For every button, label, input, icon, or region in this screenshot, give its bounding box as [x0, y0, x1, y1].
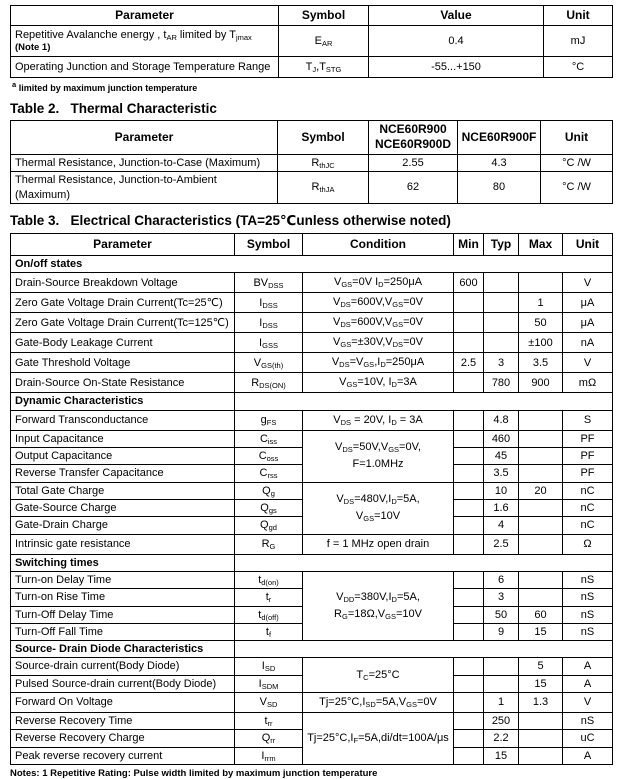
condition-cell: $V_{DS}=50V,V_{GS}=0V$, F=1.0MHz — [303, 430, 454, 482]
typ-cell: 6 — [484, 571, 519, 588]
min-cell — [454, 333, 484, 353]
param-cell: Source-drain current(Body Diode) — [11, 658, 235, 675]
table-row — [11, 534, 613, 554]
header-row — [11, 233, 613, 255]
section-title-cell: Source- Drain Diode Characteristics — [11, 641, 235, 658]
max-cell: 1 — [519, 293, 563, 313]
condition-cell: $Tj=25^\circ C,I_{SD}=5A,V_{GS}=0V$ — [303, 693, 454, 713]
max-cell: 1.3 — [519, 693, 563, 713]
min-cell — [454, 373, 484, 393]
min-cell — [454, 430, 484, 447]
table3-title: Table 3. Electrical Characteristics (TA=25℃unless otherwise noted) — [10, 212, 451, 228]
unit-cell: nC — [563, 499, 613, 516]
unit-cell: A — [563, 675, 613, 692]
param-cell: Turn-on Rise Time — [11, 589, 235, 606]
max-cell — [519, 410, 563, 430]
symbol-cell: $R_{thJA}$ — [278, 172, 369, 204]
header-row — [11, 120, 613, 154]
unit-cell: μA — [563, 313, 613, 333]
abs-max-table-body — [11, 26, 613, 78]
typ-cell: 3 — [484, 589, 519, 606]
condition-cell: $V_{DS}=V_{GS},I_D=250\mu A$ — [303, 353, 454, 373]
table-row — [11, 658, 613, 675]
min-cell — [454, 730, 484, 747]
param-cell: Reverse Transfer Capacitance — [11, 465, 235, 482]
unit-cell: V — [563, 273, 613, 293]
header-cell: NCE60R900 NCE60R900D — [369, 120, 458, 154]
symbol-cell: $I_{rrm}$ — [235, 747, 303, 764]
max-cell: 50 — [519, 313, 563, 333]
param-cell: Drain-Source Breakdown Voltage — [11, 273, 235, 293]
table-row — [11, 410, 613, 430]
param-cell: Turn-Off Fall Time — [11, 623, 235, 640]
unit-cell: uC — [563, 730, 613, 747]
header-cell: Parameter — [11, 120, 278, 154]
max-cell: 60 — [519, 606, 563, 623]
typ-cell: 10 — [484, 482, 519, 499]
min-cell — [454, 747, 484, 764]
unit-cell: PF — [563, 430, 613, 447]
min-cell — [454, 675, 484, 692]
symbol-cell: $g_{FS}$ — [235, 410, 303, 430]
symbol-cell: $I_{SD}$ — [235, 658, 303, 675]
symbol-cell: $Q_{gs}$ — [235, 499, 303, 516]
value-cell: 80 — [458, 172, 541, 204]
section-filler-cell — [235, 641, 613, 658]
table-row — [11, 373, 613, 393]
param-cell: Gate-Body Leakage Current — [11, 333, 235, 353]
typ-cell: 1.6 — [484, 499, 519, 516]
symbol-cell: $E_{AR}$ — [279, 26, 369, 57]
symbol-cell: $t_f$ — [235, 623, 303, 640]
symbol-cell: $V_{GS(th)}$ — [235, 353, 303, 373]
condition-cell: $V_{GS}=\pm 30V,V_{DS}=0V$ — [303, 333, 454, 353]
typ-cell: 3.5 — [484, 465, 519, 482]
symbol-cell: $C_{oss}$ — [235, 448, 303, 465]
symbol-cell: $t_r$ — [235, 589, 303, 606]
typ-cell — [484, 293, 519, 313]
min-cell — [454, 713, 484, 730]
typ-cell: 2.5 — [484, 534, 519, 554]
unit-cell: V — [563, 693, 613, 713]
max-cell — [519, 517, 563, 534]
symbol-cell: $I_{DSS}$ — [235, 293, 303, 313]
param-cell: Gate-Source Charge — [11, 499, 235, 516]
section-row — [11, 641, 613, 658]
param-cell: Zero Gate Voltage Drain Current(Tc=125℃) — [11, 313, 235, 333]
unit-cell: nS — [563, 571, 613, 588]
symbol-cell: $I_{DSS}$ — [235, 313, 303, 333]
section-row — [11, 393, 613, 410]
thermal-characteristic-table — [10, 120, 613, 204]
unit-cell: °C /W — [541, 172, 613, 204]
typ-cell — [484, 675, 519, 692]
typ-cell: 1 — [484, 693, 519, 713]
table2-title: Table 2. Thermal Characteristic — [10, 100, 217, 116]
header-cell: Parameter — [11, 233, 235, 255]
unit-cell: nS — [563, 623, 613, 640]
param-cell: Turn-Off Delay Time — [11, 606, 235, 623]
min-cell: 2.5 — [454, 353, 484, 373]
typ-cell: 250 — [484, 713, 519, 730]
min-cell: 600 — [454, 273, 484, 293]
unit-cell: Ω — [563, 534, 613, 554]
header-cell: Value — [369, 6, 544, 26]
param-cell: Thermal Resistance, Junction-to-Case (Maximum) — [11, 154, 278, 171]
typ-cell: 4 — [484, 517, 519, 534]
condition-cell: $T_C=25^\circ C$ — [303, 658, 454, 693]
symbol-cell: $I_{GSS}$ — [235, 333, 303, 353]
table1-footnote — [12, 80, 612, 94]
symbol-cell: $R_G$ — [235, 534, 303, 554]
section-title-cell: Switching times — [11, 554, 235, 571]
min-cell — [454, 623, 484, 640]
min-cell — [454, 606, 484, 623]
min-cell — [454, 658, 484, 675]
table-row — [11, 713, 613, 730]
symbol-cell: $t_{rr}$ — [235, 713, 303, 730]
typ-cell: 50 — [484, 606, 519, 623]
table-row — [11, 26, 613, 57]
condition-cell: $V_{DS} = 20V$, $I_D = 3A$ — [303, 410, 454, 430]
unit-cell: A — [563, 747, 613, 764]
table-row — [11, 172, 613, 204]
value-cell: 4.3 — [458, 154, 541, 171]
value-cell: -55...+150 — [369, 57, 544, 78]
electrical-table-header — [11, 233, 613, 255]
header-cell: Parameter — [11, 6, 279, 26]
typ-cell: 780 — [484, 373, 519, 393]
param-cell: Reverse Recovery Time — [11, 713, 235, 730]
condition-cell: f = 1 MHz open drain — [303, 534, 454, 554]
max-cell: 900 — [519, 373, 563, 393]
max-cell — [519, 273, 563, 293]
header-cell: Unit — [544, 6, 613, 26]
value-cell: 62 — [369, 172, 458, 204]
unit-cell: nS — [563, 606, 613, 623]
section-row — [11, 255, 613, 272]
table-row — [11, 482, 613, 499]
max-cell: ±100 — [519, 333, 563, 353]
condition-cell: $V_{GS}=0V$ $I_D=250\mu A$ — [303, 273, 454, 293]
max-cell: 5 — [519, 658, 563, 675]
param-cell: Repetitive Avalanche energy , $t_{AR}$ limited by $T_{jmax}$ (Note 1) — [11, 26, 279, 57]
symbol-cell: $V_{SD}$ — [235, 693, 303, 713]
min-cell — [454, 589, 484, 606]
symbol-cell: $BV_{DSS}$ — [235, 273, 303, 293]
bottom-notes: Notes: 1 Repetitive Rating: Pulse width limited by maximum junction temperature — [10, 767, 378, 779]
condition-cell: $Tj=25^\circ C,I_F=5A,di/dt=100A/\mu s$ — [303, 713, 454, 765]
min-cell — [454, 448, 484, 465]
table-row — [11, 57, 613, 78]
table-row — [11, 154, 613, 171]
condition-cell: $V_{DS}=600V,V_{GS}=0V$ — [303, 313, 454, 333]
symbol-cell: $R_{thJC}$ — [278, 154, 369, 171]
header-cell: Typ — [484, 233, 519, 255]
unit-cell: S — [563, 410, 613, 430]
param-cell: Gate-Drain Charge — [11, 517, 235, 534]
unit-cell: °C — [544, 57, 613, 78]
min-cell — [454, 465, 484, 482]
section-filler-cell — [235, 554, 613, 571]
electrical-characteristics-table — [10, 233, 613, 765]
header-cell: Unit — [541, 120, 613, 154]
section-filler-cell — [235, 393, 613, 410]
param-cell: Operating Junction and Storage Temperature Range — [11, 57, 279, 78]
typ-cell — [484, 273, 519, 293]
param-cell: Zero Gate Voltage Drain Current(Tc=25℃) — [11, 293, 235, 313]
param-cell: Pulsed Source-drain current(Body Diode) — [11, 675, 235, 692]
header-cell: Symbol — [235, 233, 303, 255]
unit-cell: mΩ — [563, 373, 613, 393]
value-cell: 0.4 — [369, 26, 544, 57]
table-row — [11, 430, 613, 447]
symbol-cell: $Q_g$ — [235, 482, 303, 499]
table-row — [11, 293, 613, 313]
max-cell: 3.5 — [519, 353, 563, 373]
thermal-table-body — [11, 154, 613, 203]
header-cell: NCE60R900F — [458, 120, 541, 154]
condition-cell: $V_{DD}=380V,I_D=5A$, $R_G=18\Omega,V_{GS}=10V$ — [303, 571, 454, 640]
condition-cell: $V_{DS}=600V,V_{GS}=0V$ — [303, 293, 454, 313]
header-cell: Unit — [563, 233, 613, 255]
min-cell — [454, 293, 484, 313]
param-note: (Note 1) — [15, 42, 51, 54]
section-row — [11, 554, 613, 571]
param-cell: Total Gate Charge — [11, 482, 235, 499]
abs-max-table-header — [11, 6, 613, 26]
param-cell: Input Capacitance — [11, 430, 235, 447]
header-row — [11, 6, 613, 26]
min-cell — [454, 482, 484, 499]
unit-cell: nC — [563, 482, 613, 499]
condition-cell: $V_{GS}=10V$, $I_D=3A$ — [303, 373, 454, 393]
footnote-text: limited by maximum junction temperature — [18, 83, 198, 93]
symbol-cell: $T_J,T_{STG}$ — [279, 57, 369, 78]
symbol-cell: $R_{DS(ON)}$ — [235, 373, 303, 393]
max-cell — [519, 589, 563, 606]
min-cell — [454, 517, 484, 534]
table-row — [11, 571, 613, 588]
min-cell — [454, 410, 484, 430]
param-cell: Forward Transconductance — [11, 410, 235, 430]
header-cell: Condition — [303, 233, 454, 255]
symbol-cell: $C_{iss}$ — [235, 430, 303, 447]
unit-cell: nC — [563, 517, 613, 534]
unit-cell: nA — [563, 333, 613, 353]
max-cell: 20 — [519, 482, 563, 499]
max-cell — [519, 571, 563, 588]
min-cell — [454, 571, 484, 588]
value-cell: 2.55 — [369, 154, 458, 171]
section-title-cell: Dynamic Characteristics — [11, 393, 235, 410]
param-cell: Output Capacitance — [11, 448, 235, 465]
table-row — [11, 693, 613, 713]
max-cell — [519, 713, 563, 730]
table-row — [11, 313, 613, 333]
max-cell — [519, 448, 563, 465]
unit-cell: mJ — [544, 26, 613, 57]
max-cell: 15 — [519, 675, 563, 692]
typ-cell: 460 — [484, 430, 519, 447]
typ-cell: 3 — [484, 353, 519, 373]
header-cell: Max — [519, 233, 563, 255]
param-cell: Intrinsic gate resistance — [11, 534, 235, 554]
max-cell — [519, 747, 563, 764]
unit-cell: μA — [563, 293, 613, 313]
table-row — [11, 273, 613, 293]
param-cell: Gate Threshold Voltage — [11, 353, 235, 373]
max-cell — [519, 534, 563, 554]
typ-cell — [484, 658, 519, 675]
symbol-cell: $C_{rss}$ — [235, 465, 303, 482]
section-title-cell: On/off states — [11, 255, 613, 272]
typ-cell: 2.2 — [484, 730, 519, 747]
condition-cell: $V_{DS}=480V,I_D=5A$, $V_{GS}=10V$ — [303, 482, 454, 534]
unit-cell: °C /W — [541, 154, 613, 171]
abs-max-ratings-table — [10, 5, 613, 78]
unit-cell: A — [563, 658, 613, 675]
min-cell — [454, 534, 484, 554]
max-cell — [519, 499, 563, 516]
unit-cell: nS — [563, 589, 613, 606]
typ-cell — [484, 333, 519, 353]
electrical-table-body — [11, 255, 613, 764]
header-cell: Symbol — [279, 6, 369, 26]
typ-cell: 9 — [484, 623, 519, 640]
symbol-cell: $Q_{rr}$ — [235, 730, 303, 747]
typ-cell: 15 — [484, 747, 519, 764]
param-cell: Peak reverse recovery current — [11, 747, 235, 764]
max-cell — [519, 430, 563, 447]
min-cell — [454, 499, 484, 516]
header-cell: Symbol — [278, 120, 369, 154]
min-cell — [454, 313, 484, 333]
max-cell — [519, 465, 563, 482]
symbol-cell: $Q_{gd}$ — [235, 517, 303, 534]
param-cell: Turn-on Delay Time — [11, 571, 235, 588]
unit-cell: PF — [563, 448, 613, 465]
param-cell: Thermal Resistance, Junction-to-Ambient (Maximum) — [11, 172, 278, 204]
table-row — [11, 333, 613, 353]
max-cell: 15 — [519, 623, 563, 640]
symbol-cell: $t_{d(off)}$ — [235, 606, 303, 623]
unit-cell: V — [563, 353, 613, 373]
symbol-cell: $t_{d(on)}$ — [235, 571, 303, 588]
unit-cell: nS — [563, 713, 613, 730]
thermal-table-header — [11, 120, 613, 154]
typ-cell: 45 — [484, 448, 519, 465]
unit-cell: PF — [563, 465, 613, 482]
typ-cell — [484, 313, 519, 333]
typ-cell: 4.8 — [484, 410, 519, 430]
max-cell — [519, 730, 563, 747]
min-cell — [454, 693, 484, 713]
param-cell: Forward On Voltage — [11, 693, 235, 713]
header-cell: Min — [454, 233, 484, 255]
param-cell: Reverse Recovery Charge — [11, 730, 235, 747]
footnote-mark: a — [12, 80, 17, 89]
datasheet-page — [10, 5, 612, 779]
param-cell: Drain-Source On-State Resistance — [11, 373, 235, 393]
symbol-cell: $I_{SDM}$ — [235, 675, 303, 692]
table-row — [11, 353, 613, 373]
